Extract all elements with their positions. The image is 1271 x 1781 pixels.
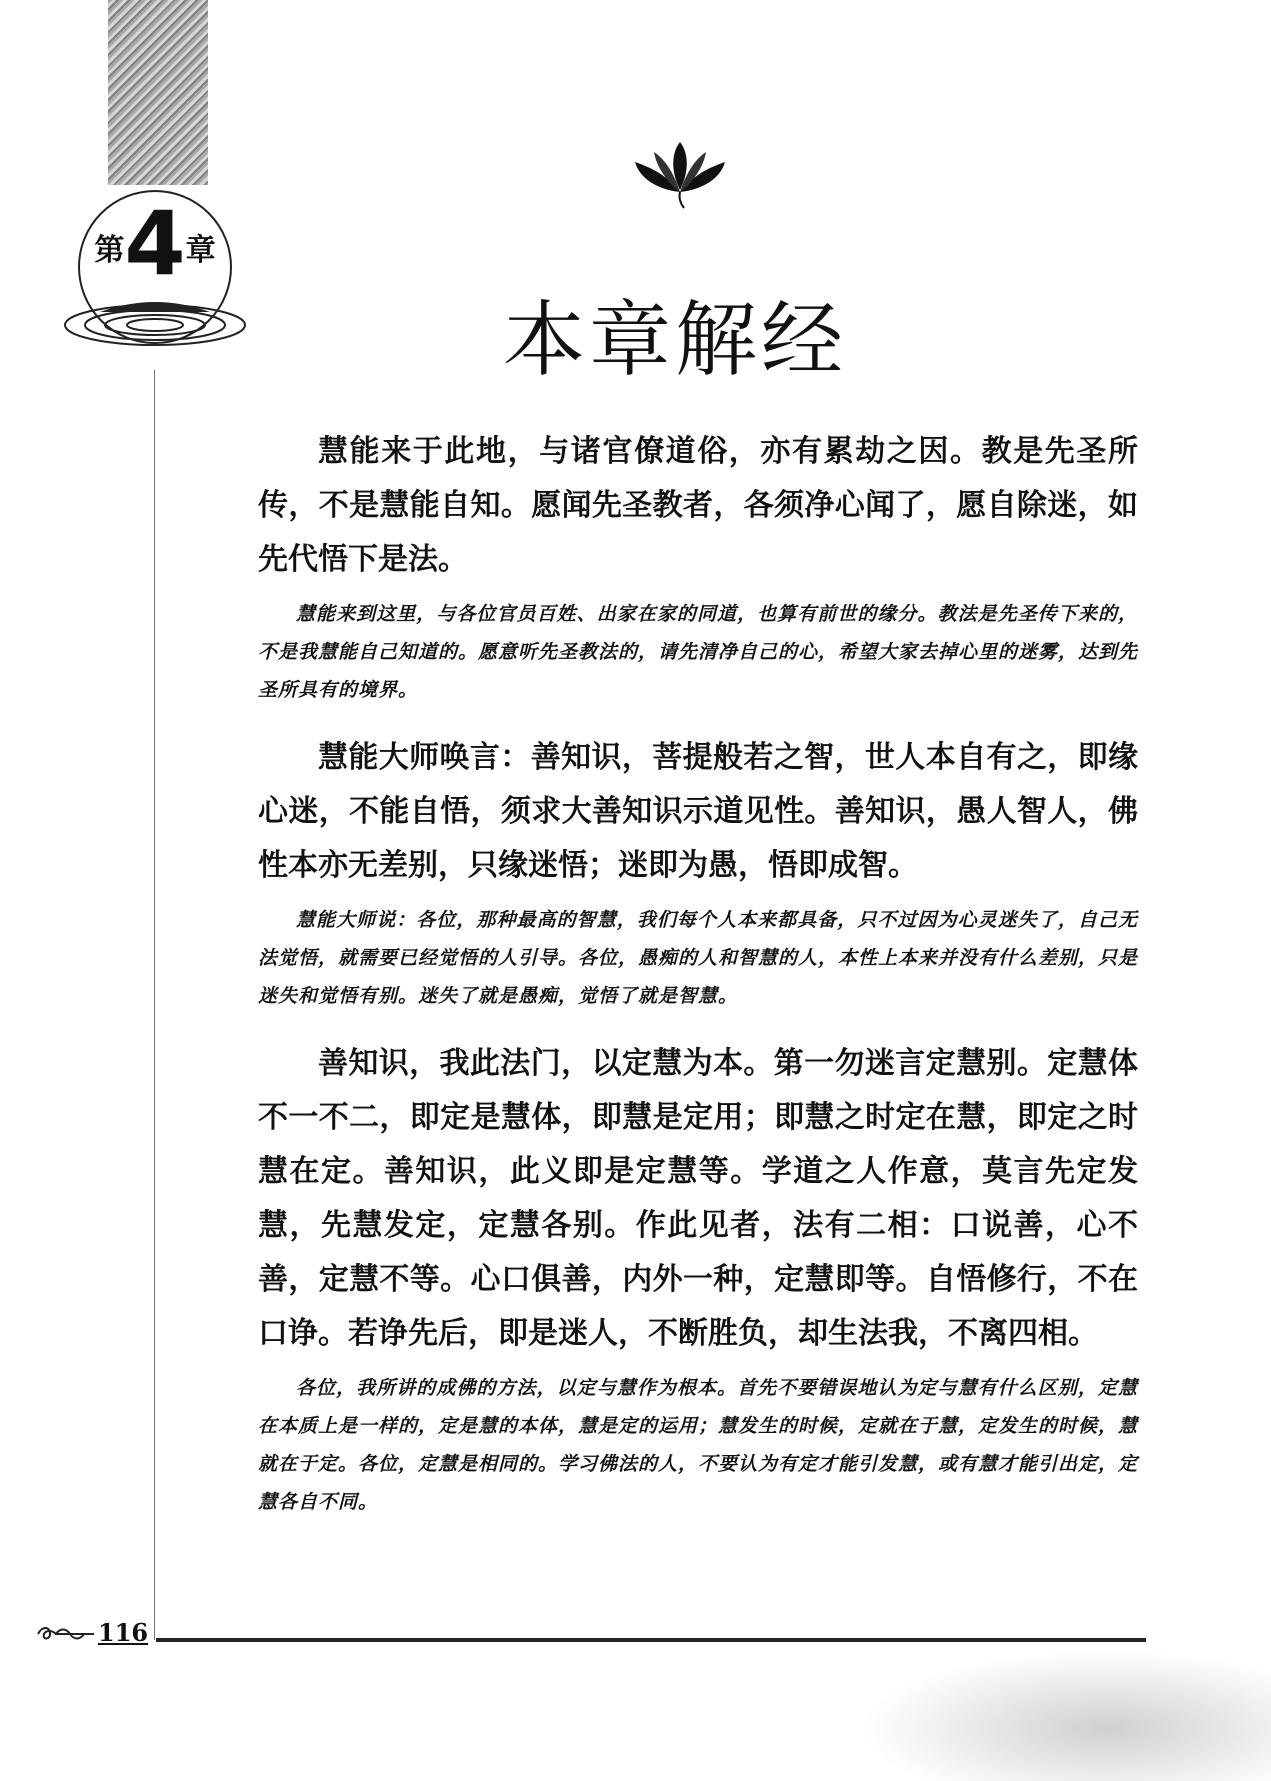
chapter-content [258,425,1138,1543]
lotus-icon [630,140,730,210]
chapter-suffix: 章 [185,233,216,268]
chapter-badge [60,190,250,350]
sutra-paragraph-2: 慧能大师唤言：善知识，菩提般若之智，世人本自有之，即缘心迷，不能自悟，须求大善知识示道见性。善知识，愚人智人，佛性本亦无差别，只缘迷悟；迷即为愚，悟即成智。 [258,740,1138,883]
decorative-strip [108,0,208,185]
footer-rule [156,1638,1146,1642]
explanation-paragraph-1: 慧能来到这里，与各位官员百姓、出家在家的同道，也算有前世的缘分。教法是先圣传下来的，不是我慧能自己知道的。愿意听先圣教法的，请先清净自己的心，希望大家去掉心里的迷雾，达到先圣所具有的境界。 [258,603,1139,701]
chapter-number: 4 [124,192,186,295]
scan-shading [860,1650,1271,1781]
margin-line [154,370,155,1640]
chapter-label [60,192,250,295]
chapter-prefix: 第 [94,233,125,268]
page-title: 本章解经 [502,293,847,388]
page-number: 116 [98,1618,149,1647]
page-footer [36,1618,1146,1648]
sutra-paragraph-1: 慧能来于此地，与诸官僚道俗，亦有累劫之因。教是先圣所传，不是慧能自知。愿闻先圣教者，各须净心闻了，愿自除迷，如先代悟下是法。 [258,434,1138,577]
sutra-paragraph-3: 善知识，我此法门，以定慧为本。第一勿迷言定慧别。定慧体不一不二，即定是慧体，即慧是定用；即慧之时定在慧，即定之时慧在定。善知识，此义即是定慧等。学道之人作意，莫言先定发慧，先慧发定，定慧各别。作此见者，法有二相：口说善，心不善，定慧不等。心口俱善，内外一种，定慧即等。自悟修行，不在口诤。若诤先后，即是迷人，不断胜负，却生法我，不离四相。 [258,1046,1138,1351]
explanation-paragraph-3: 各位，我所讲的成佛的方法，以定与慧作为根本。首先不要错误地认为定与慧有什么区别，定慧在本质上是一样的，定是慧的本体，慧是定的运用；慧发生的时候，定就在于慧，定发生的时候，慧就在于定。各位，定慧是相同的。学习佛法的人，不要认为有定才能引发慧，或有慧才能引出定，定慧各自不同。 [258,1377,1139,1513]
scroll-ornament-icon [36,1626,96,1642]
water-ripple-icon [60,300,250,350]
explanation-paragraph-2: 慧能大师说：各位，那种最高的智慧，我们每个人本来都具备，只不过因为心灵迷失了，自己无法觉悟，就需要已经觉悟的人引导。各位，愚痴的人和智慧的人，本性上本来并没有什么差别，只是迷失和觉悟有别。迷失了就是愚痴，觉悟了就是智慧。 [258,909,1139,1007]
